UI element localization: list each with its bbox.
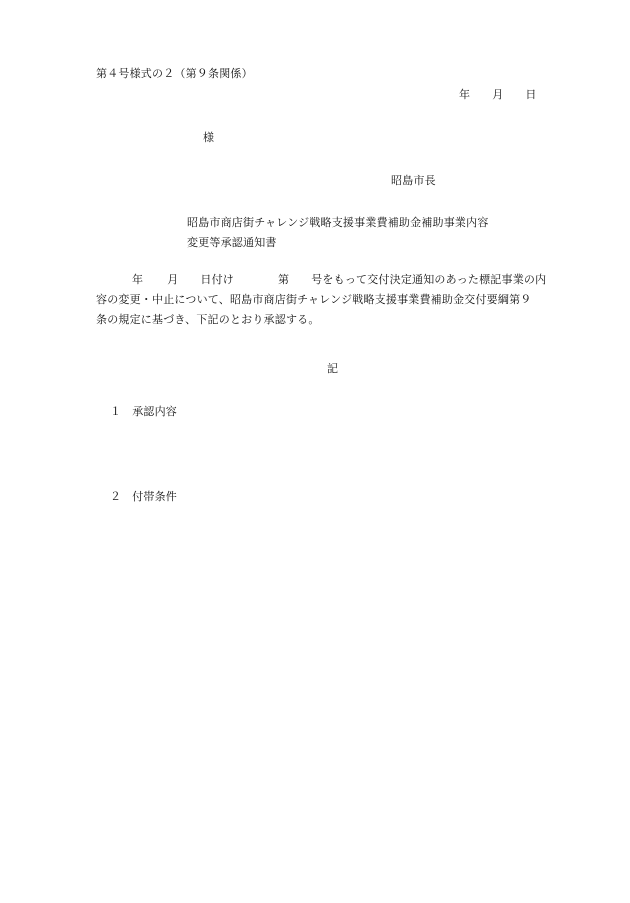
section-item	[110, 405, 177, 418]
body-line-3: 条の規定に基づき、下記のとおり承認する。	[96, 313, 320, 326]
form-number: 第４号様式の２（第９条関係）	[96, 67, 253, 80]
body-number-prefix: 第	[278, 273, 290, 286]
section-label: 承認内容	[132, 405, 178, 418]
body-line1-rest: 号をもって交付決定通知のあった標記事業の内	[311, 273, 547, 286]
section-number: ２	[110, 490, 122, 503]
body-line-2: 容の変更・中止について、昭島市商店街チャレンジ戦略支援事業費補助金交付要綱第９	[96, 293, 532, 306]
body-month: 月	[167, 273, 179, 286]
body-paragraph	[96, 270, 572, 330]
date-line	[459, 88, 537, 101]
body-line-1	[96, 270, 572, 290]
date-month: 月	[492, 88, 504, 101]
section-number: １	[110, 405, 122, 418]
ki-heading: 記	[327, 362, 339, 375]
document-title-line2: 変更等承認通知書	[187, 236, 277, 249]
document-title-line1: 昭島市商店街チャレンジ戦略支援事業費補助金補助事業内容	[187, 216, 489, 229]
date-day: 日	[525, 88, 537, 101]
date-year: 年	[459, 88, 471, 101]
addressee-suffix: 様	[203, 131, 215, 144]
section-label: 付帯条件	[132, 490, 178, 503]
issuer-name: 昭島市長	[391, 174, 436, 187]
section-item	[110, 490, 177, 503]
body-day: 日付け	[200, 273, 235, 286]
body-year: 年	[132, 273, 144, 286]
